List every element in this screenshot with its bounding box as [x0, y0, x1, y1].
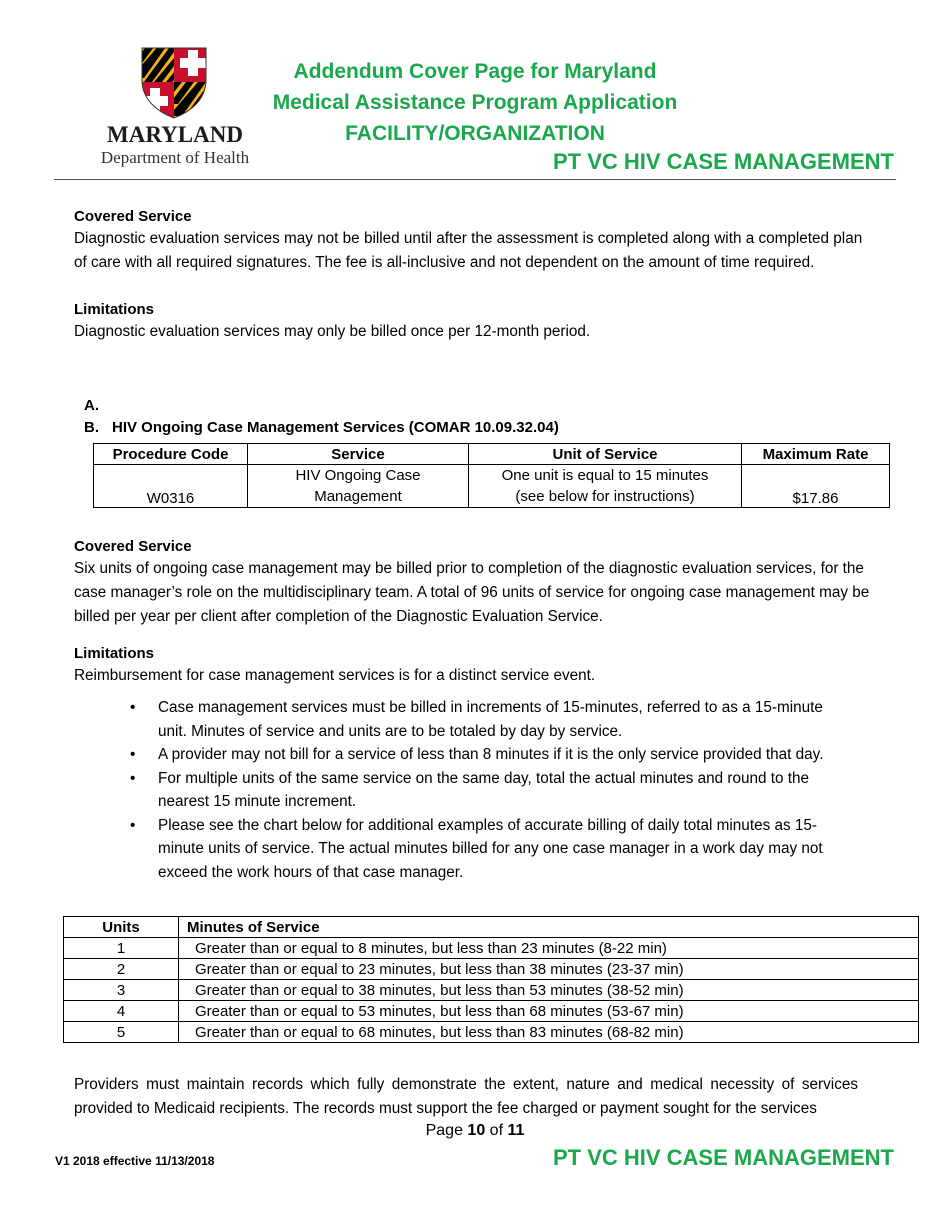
- table-row: [64, 1001, 919, 1022]
- list-item: • Case management services must be billed in increments of 15-minutes, referred to as a 15-minute unit. Minutes of service and units are to be totaled by day by service.: [130, 696, 850, 743]
- header-divider: [54, 179, 896, 180]
- header-program-name: PT VC HIV CASE MANAGEMENT: [552, 149, 894, 174]
- maximum-rate: $17.86: [792, 490, 839, 507]
- page-number: [0, 1122, 950, 1140]
- title-line-3: FACILITY/ORGANIZATION: [345, 122, 605, 145]
- page-total: 11: [507, 1122, 525, 1139]
- units-table: [63, 916, 919, 1043]
- unit-line-2: (see below for instructions): [515, 488, 695, 505]
- service-line-2: Management: [314, 488, 402, 505]
- billing-rules-list: [130, 696, 850, 884]
- limitations-intro: Reimbursement for case management services is for a distinct service event.: [74, 667, 596, 684]
- logo-name: MARYLAND: [107, 122, 243, 147]
- limitations-heading-2: Limitations: [74, 645, 155, 662]
- version-label: V1 2018 effective 11/13/2018: [55, 1154, 215, 1168]
- covered-service-text: Diagnostic evaluation services may not be billed until after the assessment is completed along with a completed plan of care with all required signatures. The fee is all-inclusive and not dependent on the amount of time required.: [74, 230, 863, 271]
- minutes-cell: Greater than or equal to 38 minutes, but less than 53 minutes (38-52 min): [179, 980, 919, 1001]
- unit-cell: [469, 465, 742, 508]
- logo: [90, 44, 260, 168]
- table-row: [64, 959, 919, 980]
- units-cell: 3: [64, 980, 179, 1001]
- covered-service-heading: Covered Service: [74, 208, 192, 225]
- minutes-cell: Greater than or equal to 8 minutes, but less than 23 minutes (8-22 min): [179, 938, 919, 959]
- page-of: of: [489, 1122, 504, 1139]
- list-label-b: B.: [84, 419, 99, 436]
- table-row: [64, 1022, 919, 1043]
- list-label-a: A.: [84, 397, 99, 414]
- covered-service-heading-2: Covered Service: [74, 538, 192, 555]
- title-line-2: Medical Assistance Program Application: [272, 91, 678, 114]
- service-cell: [248, 465, 469, 508]
- service-rate-table: [93, 443, 890, 508]
- table-header-row: [94, 444, 890, 465]
- service-line-1: HIV Ongoing Case: [295, 467, 421, 484]
- title-line-1: Addendum Cover Page for Maryland: [293, 60, 657, 83]
- minutes-cell: Greater than or equal to 53 minutes, but less than 68 minutes (53-67 min): [179, 1001, 919, 1022]
- table-row: [64, 938, 919, 959]
- procedure-code-cell: [94, 465, 248, 508]
- units-cell: 5: [64, 1022, 179, 1043]
- table-row: [94, 465, 890, 508]
- logo-subtitle: Department of Health: [100, 148, 250, 167]
- list-item: • A provider may not bill for a service of less than 8 minutes if it is the only service provided that day.: [130, 743, 850, 767]
- unit-line-1: One unit is equal to 15 minutes: [501, 467, 709, 484]
- table-row: [64, 980, 919, 1001]
- header-maximum-rate: Maximum Rate: [742, 444, 890, 465]
- footer-program-name: PT VC HIV CASE MANAGEMENT: [552, 1145, 894, 1170]
- page-current: 10: [467, 1122, 486, 1139]
- list-item: • Please see the chart below for additional examples of accurate billing of daily total minutes as 15-minute units of service. The actual minutes billed for any one case manager in a work day may not exceed the work hours of that case manager.: [130, 814, 850, 885]
- rate-cell: [742, 465, 890, 508]
- header-units: Units: [64, 917, 179, 938]
- units-cell: 1: [64, 938, 179, 959]
- closing-paragraph: Providers must maintain records which fully demonstrate the extent, nature and medical necessity of services provided to Medicaid recipients. The records must support the fee charged or payment sought for the services: [74, 1076, 858, 1117]
- header-procedure-code: Procedure Code: [94, 444, 248, 465]
- minutes-cell: Greater than or equal to 23 minutes, but less than 38 minutes (23-37 min): [179, 959, 919, 980]
- table-header-row: [64, 917, 919, 938]
- units-cell: 2: [64, 959, 179, 980]
- covered-service-text-2: Six units of ongoing case management may be billed prior to completion of the diagnostic evaluation services, for the case manager’s role on the multidisciplinary team. A total of 96 units of service for ongoing case management may be billed per year per client after completion of the Diagnostic Evaluation Service.: [74, 560, 870, 625]
- page-prefix: Page: [425, 1122, 463, 1139]
- ongoing-section: [74, 538, 874, 688]
- limitations-heading: Limitations: [74, 301, 155, 318]
- header-service: Service: [248, 444, 469, 465]
- procedure-code: W0316: [146, 490, 195, 507]
- diagnostic-section: [74, 208, 874, 344]
- minutes-cell: Greater than or equal to 68 minutes, but less than 83 minutes (68-82 min): [179, 1022, 919, 1043]
- units-cell: 4: [64, 1001, 179, 1022]
- limitations-text: Diagnostic evaluation services may only be billed once per 12-month period.: [74, 323, 591, 340]
- header-minutes: Minutes of Service: [179, 917, 919, 938]
- maryland-flag-shield-icon: [136, 44, 212, 120]
- header-unit-of-service: Unit of Service: [469, 444, 742, 465]
- ongoing-case-heading: HIV Ongoing Case Management Services (COMAR 10.09.32.04): [112, 419, 559, 436]
- list-item: • For multiple units of the same service on the same day, total the actual minutes and round to the nearest 15 minute increment.: [130, 767, 850, 814]
- page-title: [250, 56, 700, 149]
